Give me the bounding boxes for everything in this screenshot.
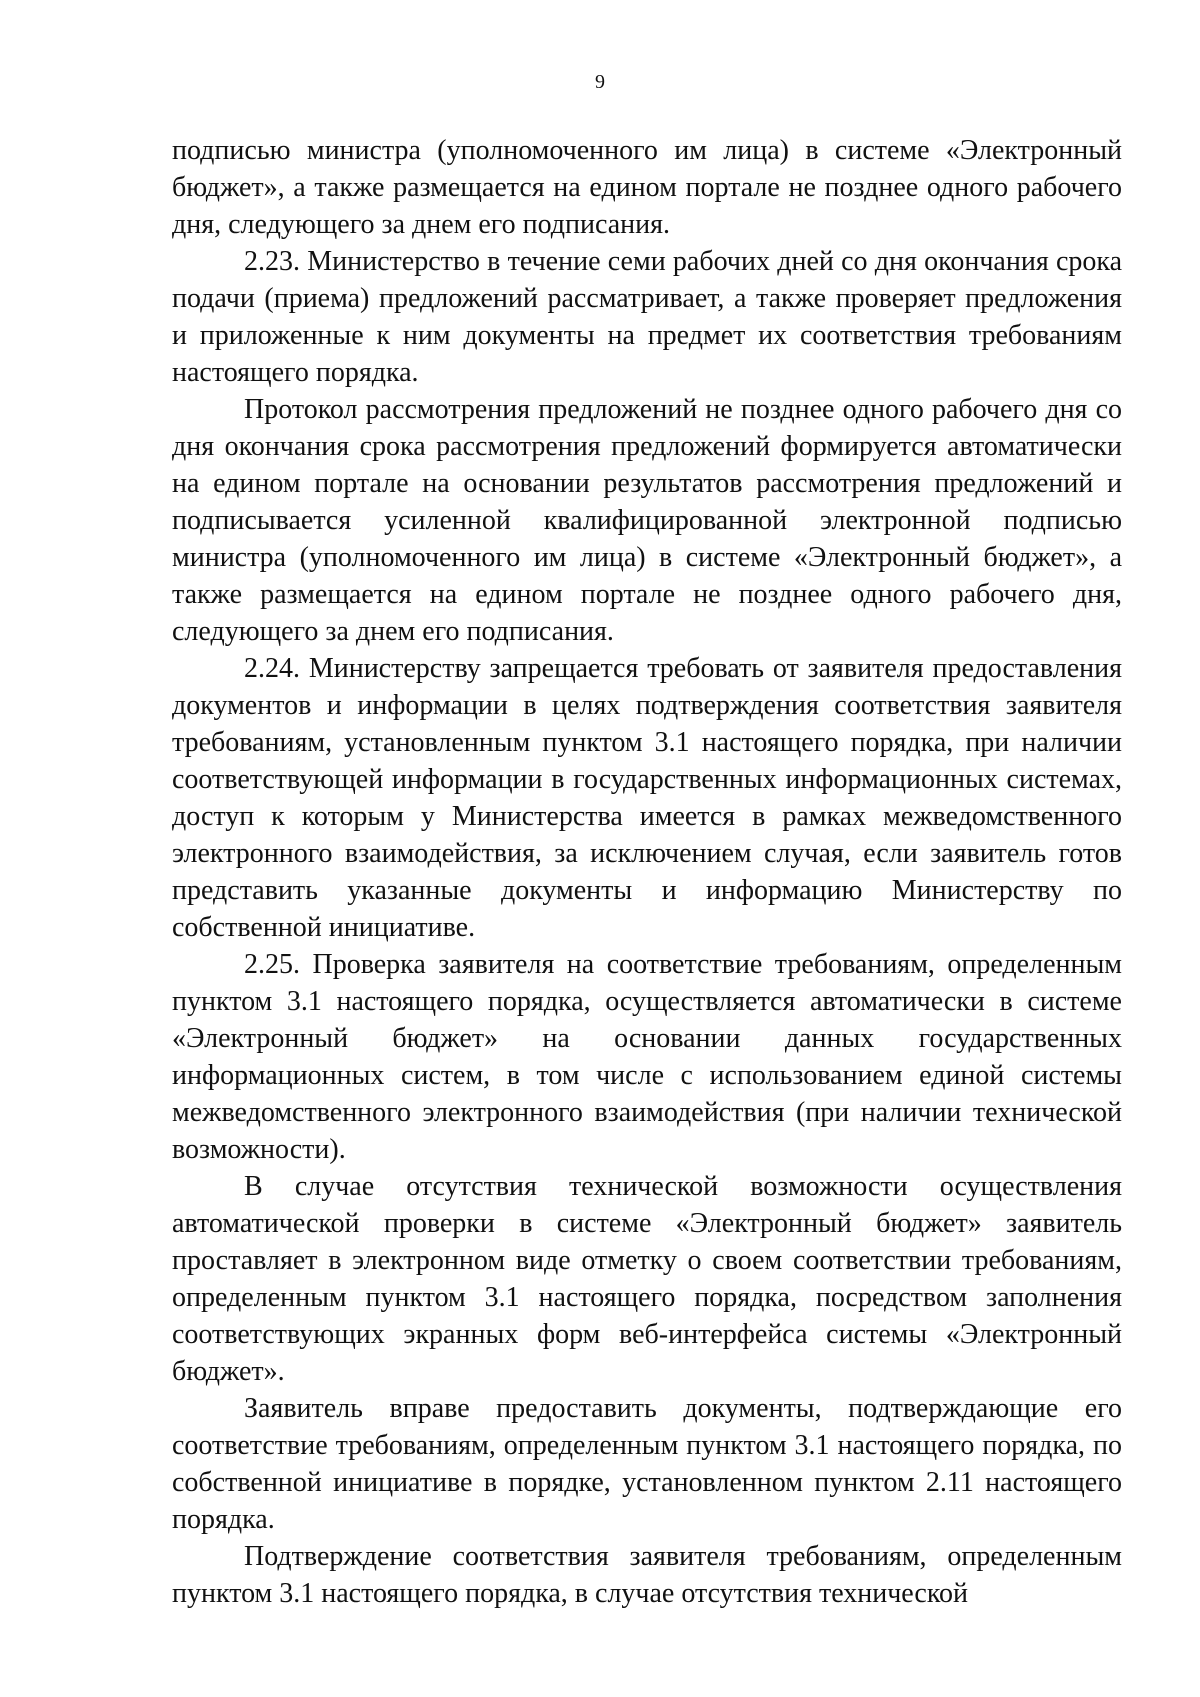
paragraph-2-25: 2.25. Проверка заявителя на соответствие требованиям, определенным пунктом 3.1 настоящего порядка, осуществляется автоматически в системе «Электронный бюджет» на основании данных государственных информационных систем, в том числе с использованием единой системы межведомственного электронного взаимодействия (при наличии технической возможности). bbox=[172, 949, 1122, 1165]
paragraph-no-tech-possibility: В случае отсутствия технической возможности осуществления автоматической проверки в системе «Электронный бюджет» заявитель проставляет в электронном виде отметку о своем соответствии требованиям, определенным пунктом 3.1 настоящего порядка, посредством заполнения соответствующих экранных форм веб-интерфейса системы «Электронный бюджет». bbox=[172, 1171, 1122, 1387]
page-number: 9 bbox=[595, 71, 605, 93]
document-body bbox=[172, 132, 1122, 1612]
paragraph-continuation: подписью министра (уполномоченного им лица) в системе «Электронный бюджет», а также размещается на едином портале не позднее одного рабочего дня, следующего за днем его подписания. bbox=[172, 135, 1122, 240]
paragraph-applicant-right: Заявитель вправе предоставить документы, подтверждающие его соответствие требованиям, определенным пунктом 3.1 настоящего порядка, по собственной инициативе в порядке, установленном пунктом 2.11 настоящего порядка. bbox=[172, 1393, 1122, 1535]
paragraph-2-23: 2.23. Министерство в течение семи рабочих дней со дня окончания срока подачи (приема) предложений рассматривает, а также проверяет предложения и приложенные к ним документы на предмет их соответствия требованиям настоящего порядка. bbox=[172, 246, 1122, 388]
paragraph-2-24: 2.24. Министерству запрещается требовать от заявителя предоставления документов и информации в целях подтверждения соответствия заявителя требованиям, установленным пунктом 3.1 настоящего порядка, при наличии соответствующей информации в государственных информационных системах, доступ к которым у Министерства имеется в рамках межведомственного электронного взаимодействия, за исключением случая, если заявитель готов представить указанные документы и информацию Министерству по собственной инициативе. bbox=[172, 653, 1122, 943]
paragraph-protocol: Протокол рассмотрения предложений не позднее одного рабочего дня со дня окончания срока рассмотрения предложений формируется автоматически на едином портале на основании результатов рассмотрения предложений и подписывается усиленной квалифицированной электронной подписью министра (уполномоченного им лица) в системе «Электронный бюджет», а также размещается на едином портале не позднее одного рабочего дня, следующего за днем его подписания. bbox=[172, 394, 1122, 647]
paragraph-confirmation: Подтверждение соответствия заявителя требованиям, определенным пунктом 3.1 настоящего порядка, в случае отсутствия технической bbox=[172, 1541, 1122, 1609]
